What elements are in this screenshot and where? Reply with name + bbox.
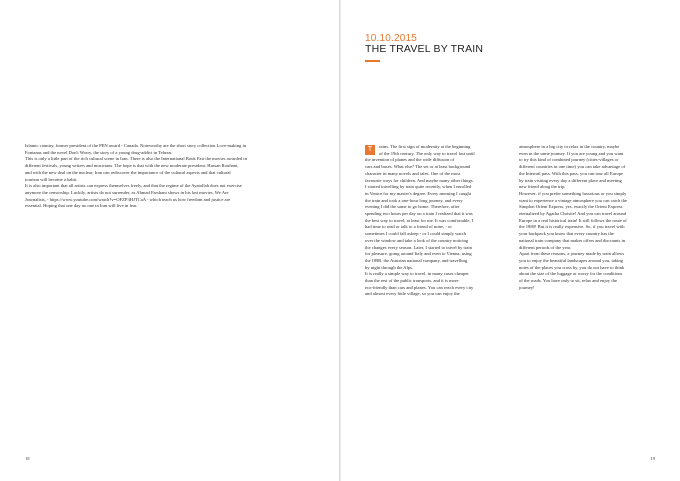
text-line: for pleasure, going around Italy and even to Vienna, using [365,251,472,257]
text-line: cars and buses. What else? The set or at least background [365,164,471,170]
text-line: even in the same journey. If you are young and you want [519,150,624,156]
text-line: the Interrail pass. With this pass, you can tour all Europe [519,170,624,176]
text-line: sometimes I could fall asleep - or I could simply watch [365,231,467,237]
text-line: by night through the Alps. [365,264,414,270]
text-line: notes of the places you cross by, you do not have to think [519,264,625,270]
first-line-text: rains. The first sign of modernity at the beginning [379,144,471,149]
text-line: journey! [519,284,535,290]
text-line: Simplon Orient Express, yes, exactly the Orient Express [519,204,623,210]
text-line: character in many novels and tales. One of the most [365,170,461,176]
text-line: the invention of planes and the wide diffusion of [365,157,455,163]
text-line: Islamic country, former president of the PEN award - Canada. Noteworthy are the short story collection Love-making in [25,143,247,148]
text-line: Fontanas and the novel Don't Worry, the story of a young drug-addict in Tehran. [25,149,173,155]
text-line: different periods of the year. [519,244,572,250]
text-line: Journalists, - https://www.youtube.com/watch?v=OFZP3HJTCaA - which teach us how freedom and justice are [25,196,231,202]
text-line: atmosphere in a big city or relax in the country, maybe [519,144,620,149]
text-line: had time to read or talk to a friend of mine, - or [365,224,452,230]
text-line: in Venice for my master's degree. Every morning I caught [365,190,472,196]
text-line: national train company that makes offers and discounts in [519,237,626,243]
text-line: the 1880! But it is really expensive. So, if you travel with [519,224,625,230]
text-line: Apart from these reasons, a journey made by train allows [519,251,625,257]
text-line: evening I did the same to go home. Therefore, after [365,204,460,210]
text-line: eternalized by Agatha Christie! And you can travel around [519,211,627,217]
text-line: and with the new deal on the nuclear, Iran can rediscover the importance of the cultural aspects and that cultural [25,169,231,175]
text-line: by train visiting every day a different place and meeting [519,177,622,183]
text-line: your backpack you know that every country has the [519,231,614,237]
text-line: different countries in one time) you can take advantage of [519,164,626,170]
text-line: It is also important that all artists can express themselves freely, and that the regime of the Ayatollah does not exercise [25,183,242,189]
text-line: about the size of the luggage or worry for the conditions [519,271,623,277]
text-line: new friend along the trip. [519,184,566,190]
text-line: of the roads. You have only to sit, relax and enjoy the [519,278,617,284]
text-line: anymore the censorship. Luckily, artists do not surrender, as Ahmad Farshani shows in his last movies, We Are [25,189,229,195]
right-page [341,0,680,481]
text-line: eco-friendly than cars and planes. You can reach every city [365,284,474,290]
text-line: essential. Hoping that one day no one in Iran will live in fear. [25,203,138,209]
article-date: 10.10.2015 [365,33,418,44]
text-line: you to enjoy the beautiful landscapes around you, taking [519,257,623,263]
first-line [365,144,505,151]
text-line: the changes every season. Later, I started to travel by train [365,244,472,250]
article-title: THE TRAVEL BY TRAIN [365,43,484,55]
text-line: want to experience a vintage atmosphere you can catch the [519,197,628,203]
text-line: It is really a simple way to travel, in many cases cheaper [365,271,469,277]
text-line: I started travelling by train quite recently, when I enrolled [365,184,472,190]
text-line: the OBB, the Austrian national company, and travelling [365,257,468,263]
left-page [0,0,339,481]
text-line: However, if you prefer something luxurious or you simply [519,190,627,196]
article-column-1 [365,144,505,298]
text-line: of the 19th century. The only way to travel fast until [379,150,475,156]
text-line: favourite ways for children. And maybe many other things. [365,177,474,183]
title-underline [365,60,380,62]
text-line: spending two hours per day on a train I realized that it was [365,211,473,217]
text-line: over the window and take a look of the country noticing [365,237,469,243]
article-column-2 [519,144,659,291]
left-body-text [25,143,317,210]
page-number-left: 18 [25,456,30,461]
text-line: tourism will become a habit. [25,176,78,182]
text-line: the best way to travel, at least for me. It was comfortable, I [365,217,474,223]
text-line: This is only a little part of the rich cultural scene in Iran. There is also the International Book Fair the movies awarded in [25,156,247,162]
text-line: the train and took a one-hour long journey, and every [365,197,463,203]
drop-cap: T [365,145,375,155]
text-line: to try this kind of combined journey (cities-villages or [519,157,619,163]
text-line: than the rest of the public transports, and it is more [365,278,459,284]
text-line: and almost every little village, so you can enjoy the [365,291,460,297]
page-number-right: 19 [650,456,655,461]
text-line: Europe in a real historical train! It still follows the route of [519,217,627,223]
text-line: different festivals, young writers and musicians. The hope is that with the new moderate president, Hassan Rouhani, [25,163,239,169]
